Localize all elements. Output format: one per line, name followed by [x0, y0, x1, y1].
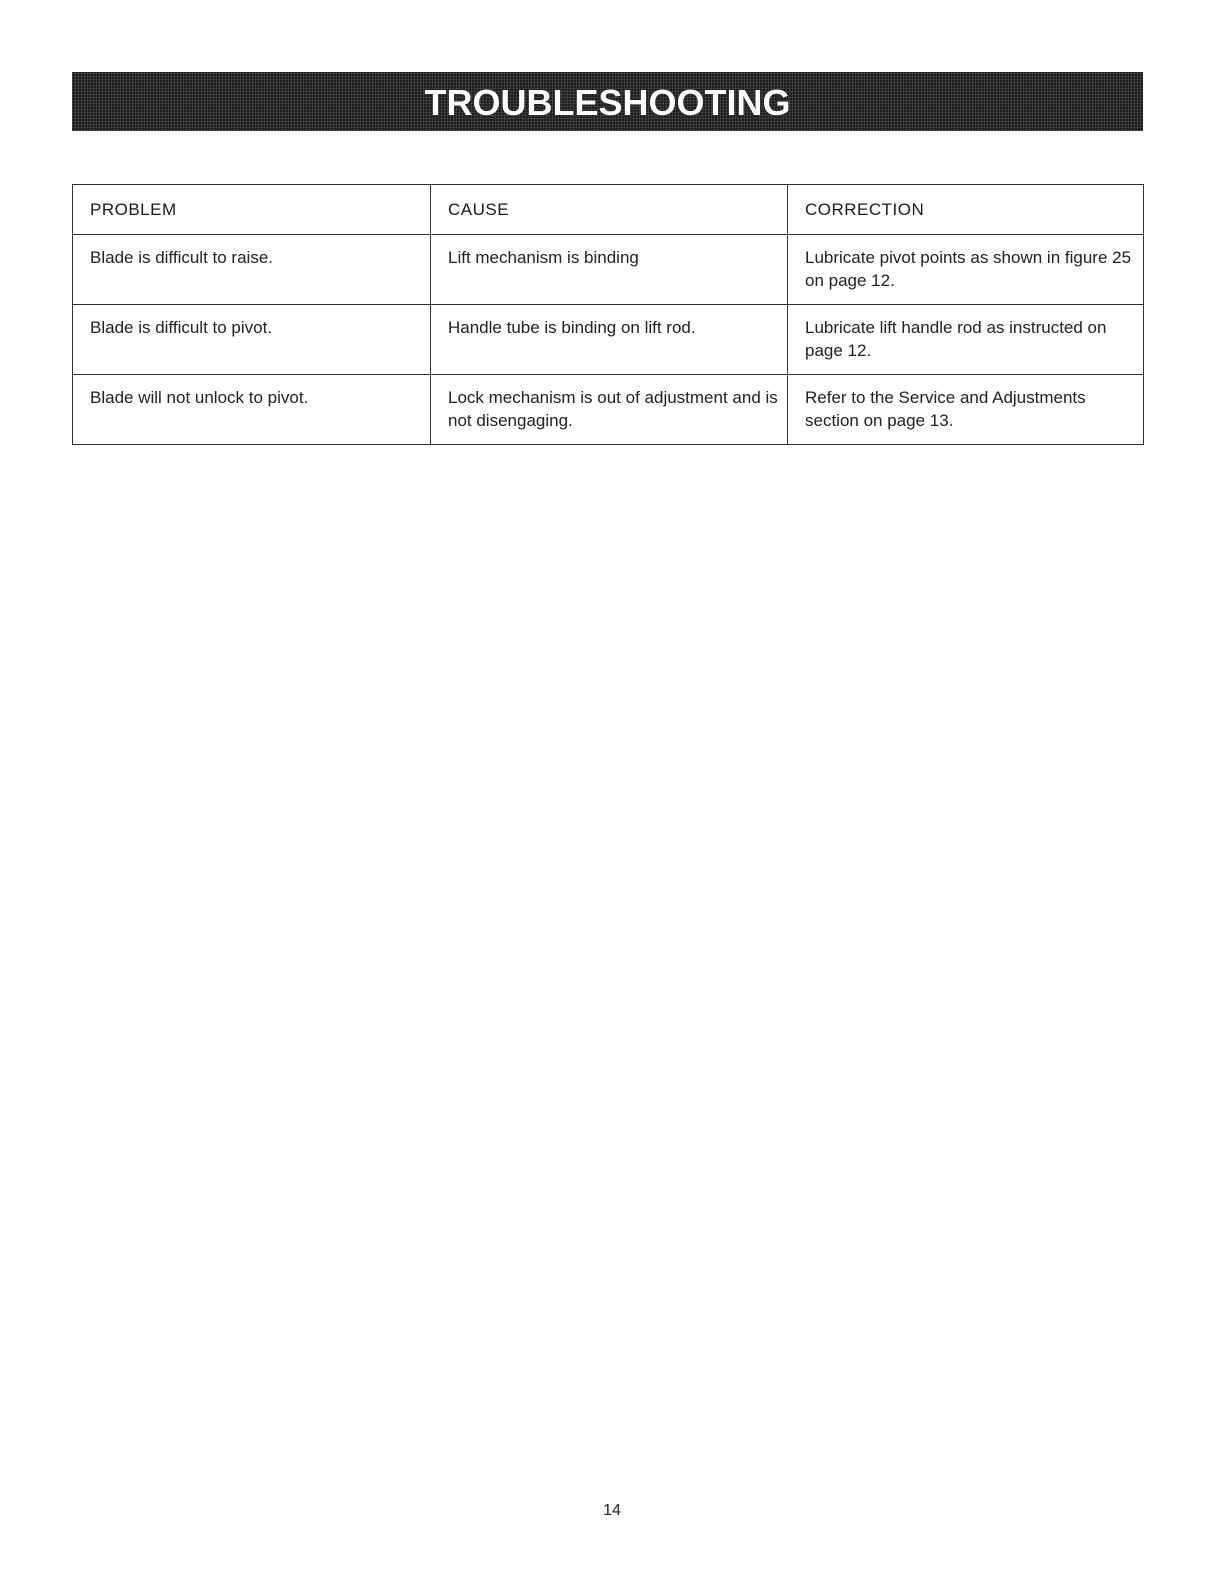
title-banner	[72, 72, 1143, 131]
cause-cell: Lock mechanism is out of adjustment and is not disengaging.	[431, 375, 788, 445]
correction-cell: Refer to the Service and Adjustments section on page 13.	[788, 375, 1144, 445]
table-header-row	[73, 185, 1144, 235]
cause-cell: Lift mechanism is binding	[431, 235, 788, 305]
header-cause: CAUSE	[431, 185, 788, 235]
header-correction: CORRECTION	[788, 185, 1144, 235]
page-title: TROUBLESHOOTING	[424, 82, 791, 123]
table-row	[73, 235, 1144, 305]
troubleshooting-table	[72, 184, 1144, 445]
page-number: 14	[603, 1502, 621, 1519]
table-row	[73, 305, 1144, 375]
problem-cell: Blade will not unlock to pivot.	[73, 375, 431, 445]
correction-cell: Lubricate pivot points as shown in figure 25 on page 12.	[788, 235, 1144, 305]
cause-cell: Handle tube is binding on lift rod.	[431, 305, 788, 375]
header-problem: PROBLEM	[73, 185, 431, 235]
problem-cell: Blade is difficult to raise.	[73, 235, 431, 305]
problem-cell: Blade is difficult to pivot.	[73, 305, 431, 375]
correction-cell: Lubricate lift handle rod as instructed on page 12.	[788, 305, 1144, 375]
table-row	[73, 375, 1144, 445]
